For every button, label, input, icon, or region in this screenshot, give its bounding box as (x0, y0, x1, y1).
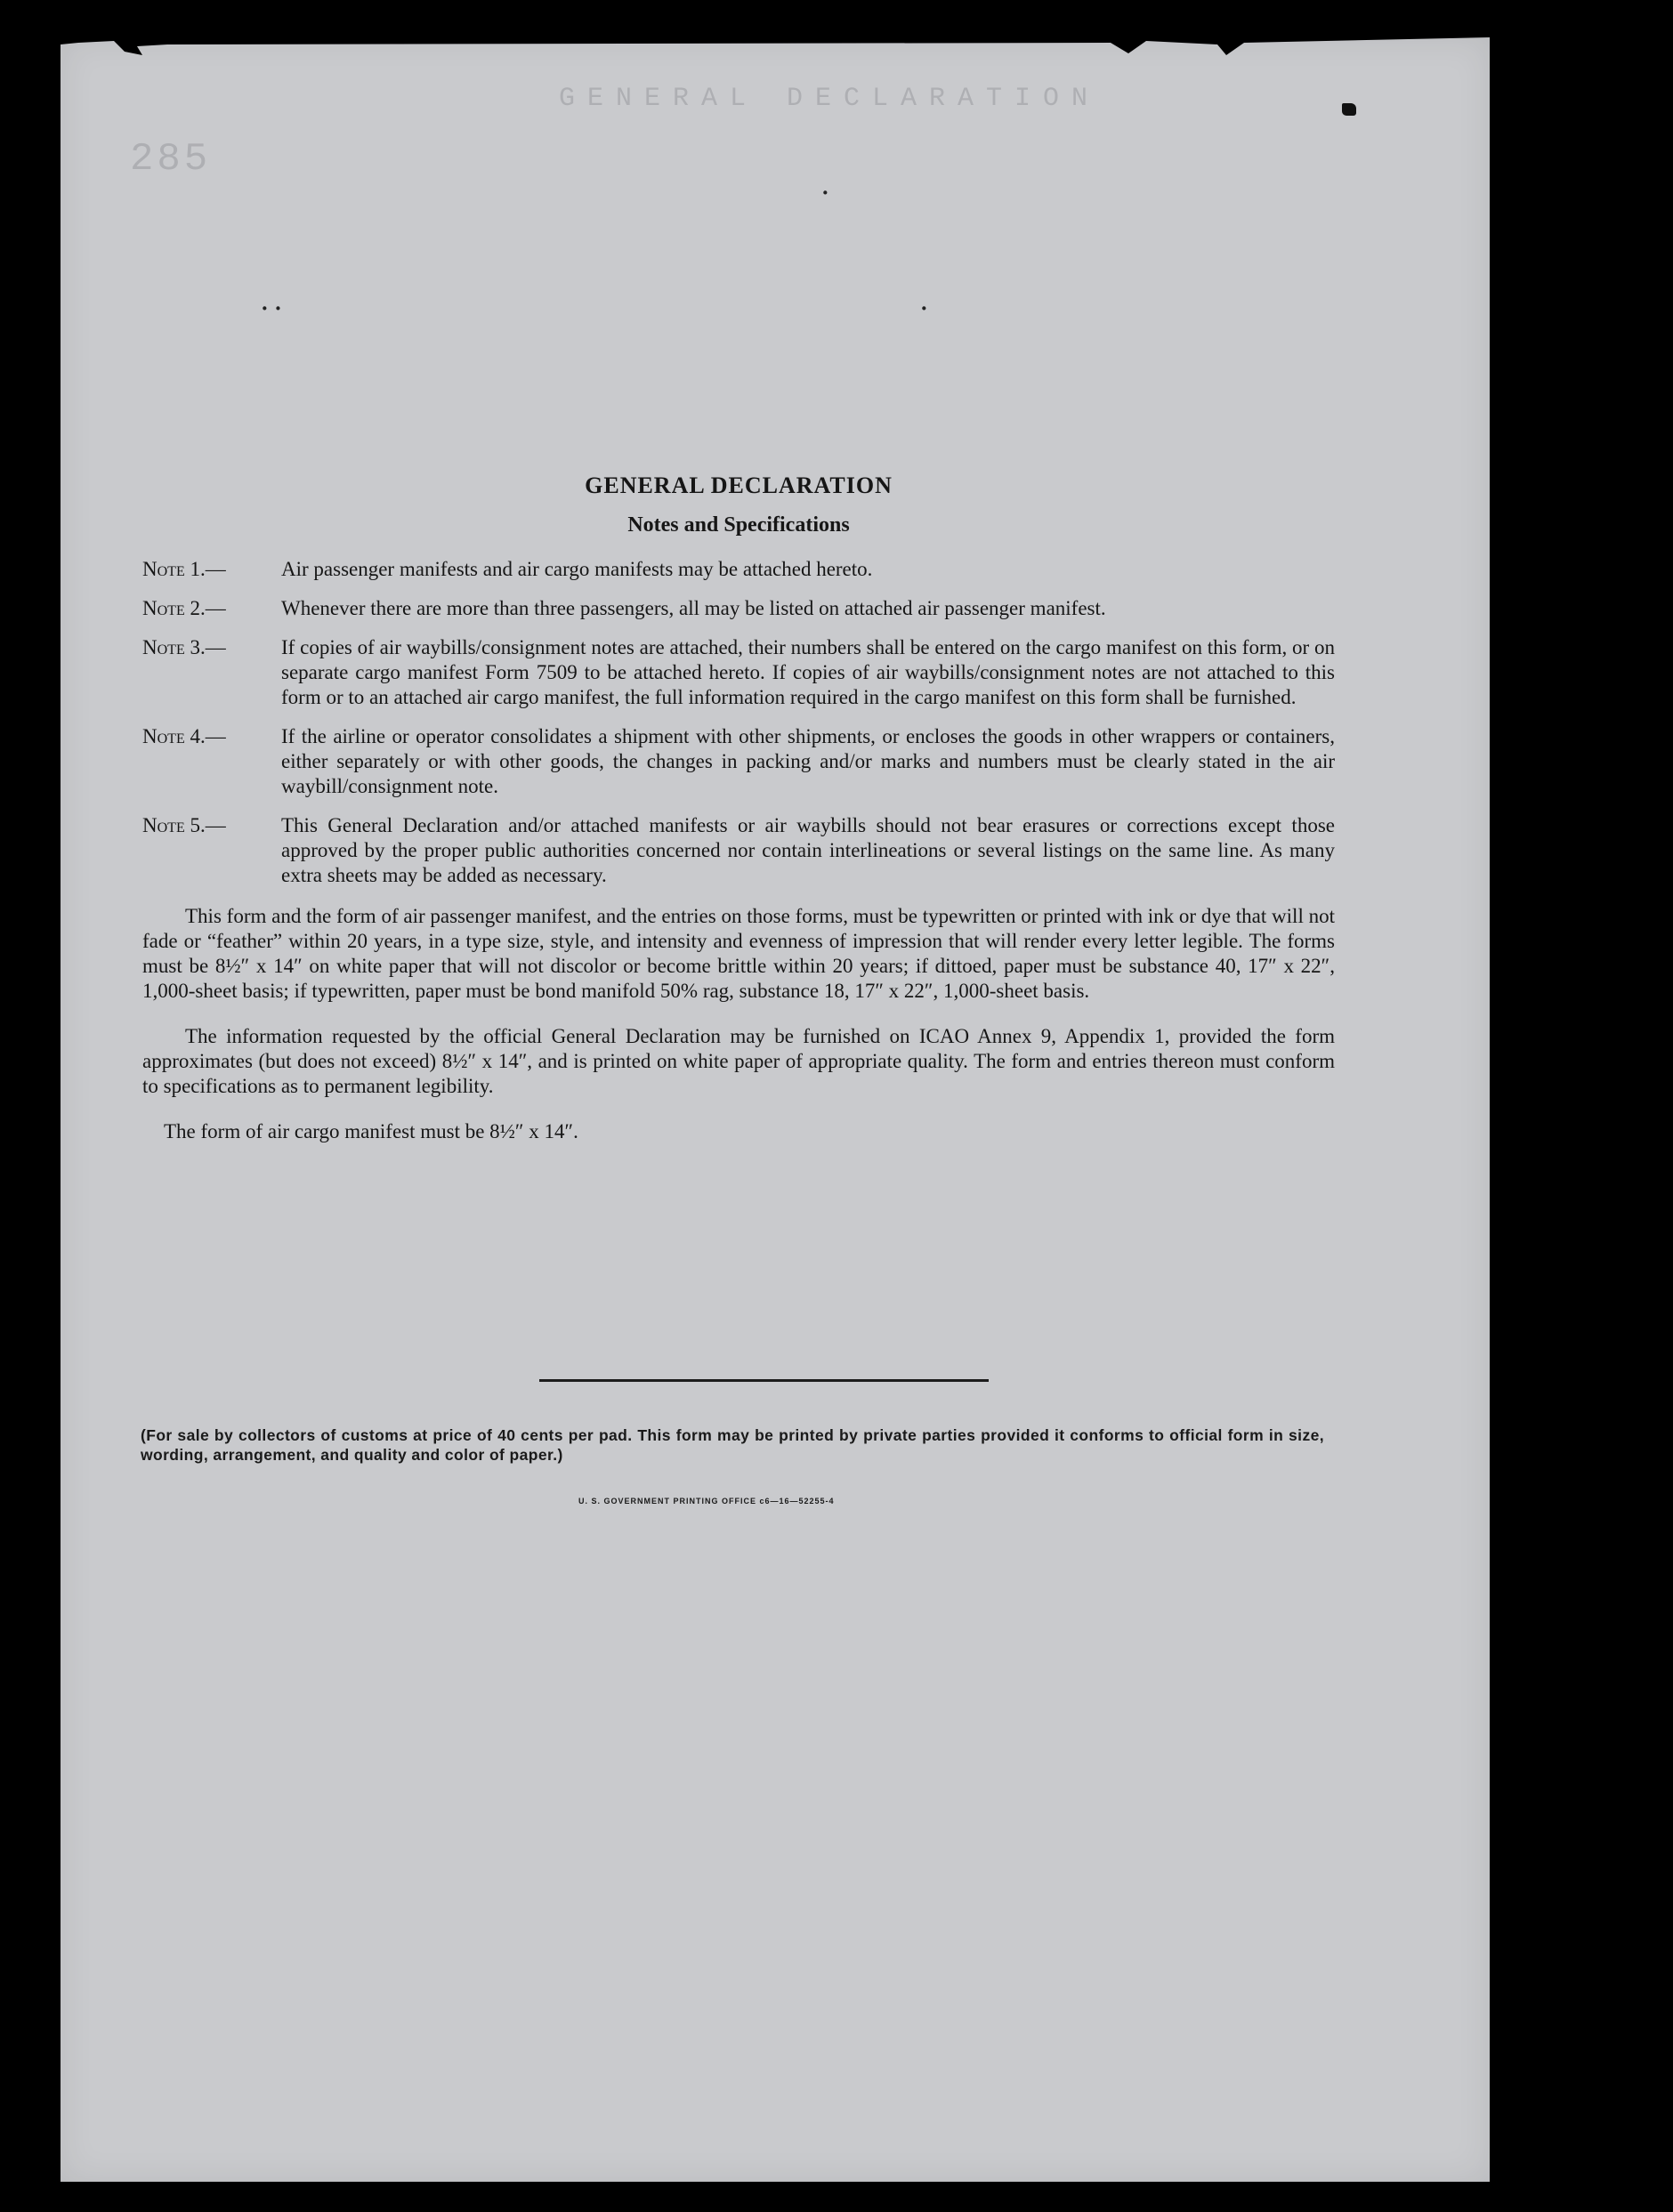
page-subtitle: Notes and Specifications (627, 513, 850, 537)
note-item (142, 596, 1335, 621)
note-label-word: Note (142, 558, 185, 580)
torn-edge (61, 37, 1490, 64)
note-label-word: Note (142, 814, 185, 836)
note-label-number: 2.— (190, 597, 226, 619)
notes-list (142, 557, 1335, 888)
declaration-notes (142, 432, 1335, 1165)
note-text: If the airline or operator consolidates a shipment with other shipments, or encloses the goods in other wrappers or containers, either separately or with other goods, the changes in packing and/or marks and numbers must be clearly stated in the air waybill/consignment note. (281, 725, 1335, 797)
note-label-word: Note (142, 636, 185, 658)
bleed-through-heading: GENERAL DECLARATION (559, 84, 1101, 114)
ink-dot: · (920, 295, 928, 321)
note-label-number: 3.— (190, 636, 226, 658)
note-text: This General Declaration and/or attached manifests or air waybills should not bear erasures or corrections except those approved by the proper public authorities concerned nor contain interlineations or several listings on the same line. As many extra sheets may be added as necessary. (281, 814, 1335, 886)
note-label-word: Note (142, 597, 185, 619)
paragraph-icao: The information requested by the official General Declaration may be furnished on ICAO Annex 9, Appendix 1, provided the form approximates (but does not exceed) 8½″ x 14″, and is printed on white paper of appropriate quality. The form and entries thereon must conform to specifications as to permanent legibility. (142, 1025, 1335, 1097)
divider-rule (539, 1379, 989, 1382)
bleed-through-page-number: 285 (130, 137, 212, 182)
note-label-number: 1.— (190, 558, 226, 580)
note-item (142, 557, 1335, 582)
paragraph-cargo-manifest-size: The form of air cargo manifest must be 8½″ x 14″. (164, 1120, 578, 1142)
note-item (142, 635, 1335, 710)
page-title: GENERAL DECLARATION (585, 472, 893, 498)
printer-imprint: U. S. GOVERNMENT PRINTING OFFICE c6—16—52255-4 (578, 1497, 835, 1506)
ink-dot: · · (261, 295, 282, 321)
sale-notice: (For sale by collectors of customs at price of 40 cents per pad. This form may be printed by private parties provided it conforms to official form in size, wording, arrangement, and quality and color of paper.) (141, 1426, 1324, 1464)
note-text: Whenever there are more than three passengers, all may be listed on attached air passenger manifest. (281, 597, 1106, 619)
note-label-number: 4.— (190, 725, 226, 747)
note-item (142, 724, 1335, 799)
note-text: Air passenger manifests and air cargo manifests may be attached hereto. (281, 558, 873, 580)
ink-mark (1342, 103, 1356, 116)
ink-dot: · (821, 180, 829, 206)
note-label-number: 5.— (190, 814, 226, 836)
paragraph-form-requirements: This form and the form of air passenger manifest, and the entries on those forms, must be typewritten or printed with ink or dye that will not fade or “feather” within 20 years, in a type size, style, and intensity and evenness of impression that will render every letter legible. The forms must be 8½″ x 14″ on white paper that will not discolor or become brittle within 20 years; if dittoed, paper must be substance 40, 17″ x 22″, 1,000-sheet basis; if typewritten, paper must be bond manifold 50% rag, substance 18, 17″ x 22″, 1,000-sheet basis. (142, 905, 1335, 1002)
note-text: If copies of air waybills/consignment notes are attached, their numbers shall be entered on the cargo manifest on this form, or on separate cargo manifest Form 7509 to be attached hereto. If copies of air waybills/consignment notes are not attached to this form or to an attached air cargo manifest, the full information required in the cargo manifest on this form shall be furnished. (281, 636, 1335, 708)
note-label-word: Note (142, 725, 185, 747)
note-item (142, 813, 1335, 888)
